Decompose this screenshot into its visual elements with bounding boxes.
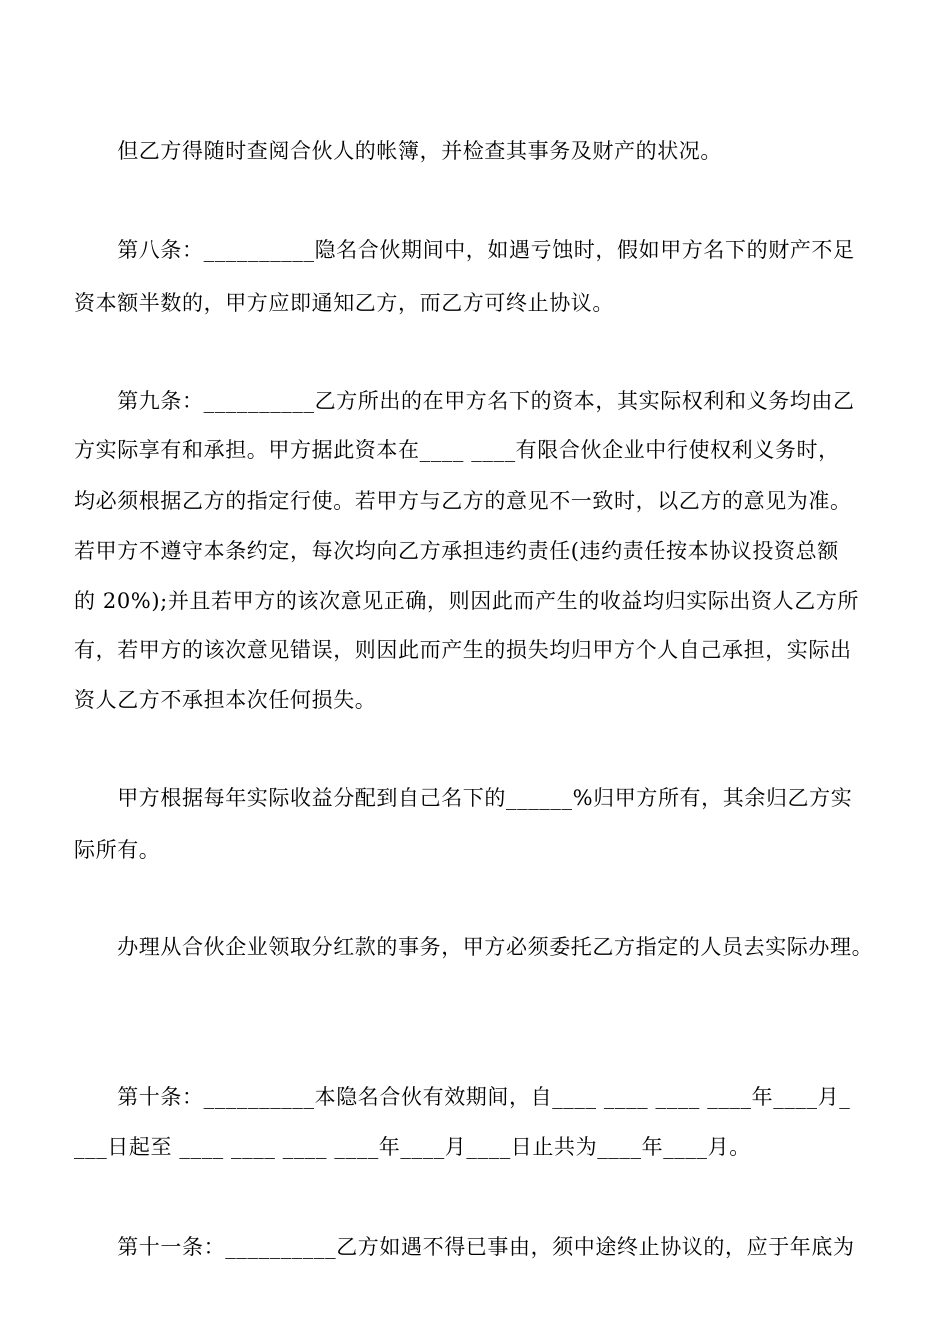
paragraph-line: 但乙方得随时查阅合伙人的帐簿，并检查其事务及财产的状况。 (74, 139, 722, 163)
article-11-line: 第十一条：__________乙方如遇不得已事由，须中途终止协议的，应于年底为 (74, 1235, 855, 1259)
profit-share-line: 甲方根据每年实际收益分配到自己名下的______%归甲方所有，其余归乙方实 (74, 786, 853, 810)
paragraph-line: 若甲方不遵守本条约定，每次均向乙方承担违约责任(违约责任按本协议投资总额 (74, 539, 839, 563)
article-9-line: 第九条：__________乙方所出的在甲方名下的资本，其实际权利和义务均由乙 (74, 389, 855, 413)
paragraph-line: ___日起至 ____ ____ ____ ____年____月____日止共为____年____月。 (74, 1135, 751, 1159)
paragraph-line: 资人乙方不承担本次任何损失。 (74, 688, 377, 712)
paragraph-line: 方实际享有和承担。甲方据此资本在____ ____有限合伙企业中行使权利义务时， (74, 438, 840, 462)
dividend-line: 办理从合伙企业领取分红款的事务，甲方必须委托乙方指定的人员去实际办理。 (74, 935, 874, 959)
paragraph-line: 有，若甲方的该次意见错误，则因此而产生的损失均归甲方个人自己承担，实际出 (74, 638, 852, 662)
article-8-line: 第八条：__________隐名合伙期间中，如遇亏蚀时，假如甲方名下的财产不足 (74, 238, 855, 262)
paragraph-line: 资本额半数的，甲方应即通知乙方，而乙方可终止协议。 (74, 291, 614, 315)
paragraph-line: 际所有。 (74, 838, 161, 862)
paragraph-line: 的 20%);并且若甲方的该次意见正确，则因此而产生的收益均归实际出资人乙方所 (74, 589, 860, 613)
paragraph-line: 均必须根据乙方的指定行使。若甲方与乙方的意见不一致时，以乙方的意见为准。 (74, 489, 852, 513)
article-10-line: 第十条：__________本隐名合伙有效期间，自____ ____ ____ ____年____月_ (74, 1085, 851, 1109)
